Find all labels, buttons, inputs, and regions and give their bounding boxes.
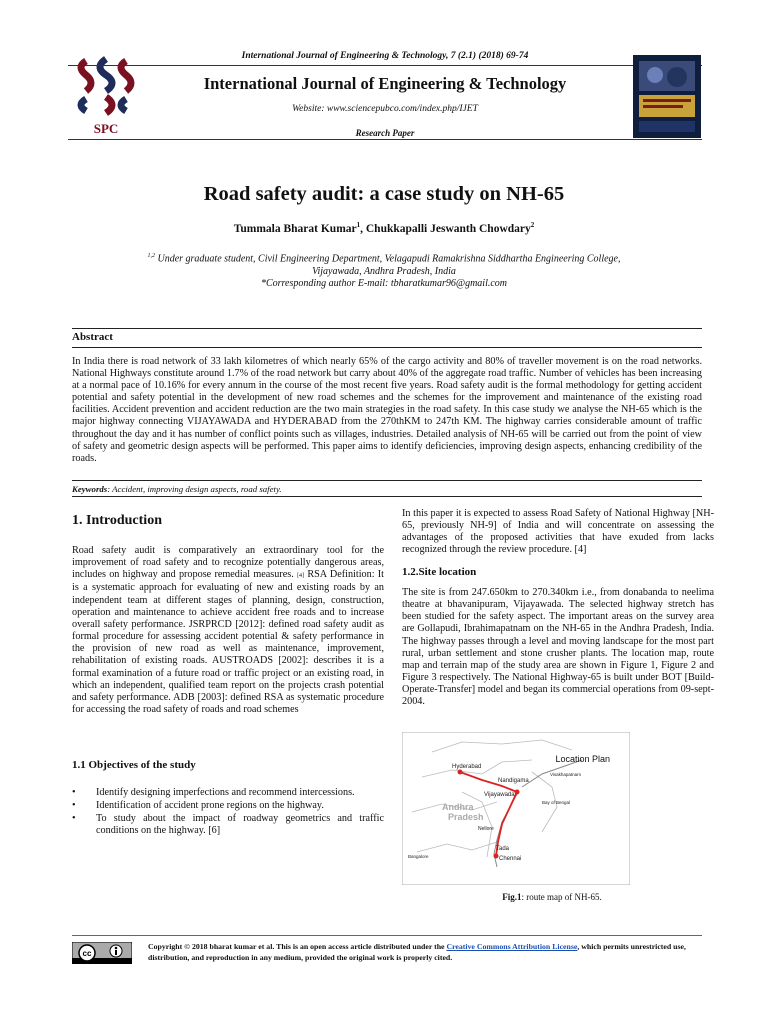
author-name: Tummala Bharat Kumar — [233, 222, 357, 235]
logo-text: SPC — [93, 121, 119, 136]
cc-by-license-badge[interactable] — [72, 942, 132, 964]
section-heading-introduction: 1. Introduction — [72, 513, 162, 528]
route-map-figure — [402, 732, 630, 885]
copyright-text: Copyright © 2018 bharat kumar et al. This is an open access article distributed under the — [148, 942, 447, 951]
map-label: Andhra — [442, 802, 474, 812]
section-heading-site-location: 1.2.Site location — [402, 566, 477, 578]
figure-caption — [402, 892, 702, 902]
header-rule — [68, 65, 702, 66]
list-item: • Identification of accident prone regions on the highway. — [72, 800, 384, 812]
journal-cover-image — [633, 55, 701, 138]
header-bottom-rule — [68, 139, 702, 140]
abstract-bottom-rule — [72, 480, 702, 481]
copyright-notice — [148, 942, 704, 963]
journal-website[interactable]: Website: www.sciencepubco.com/index.php/IJET — [292, 104, 478, 114]
copyright-text: , which permits unrestricted use, distribution, and reproduction in any medium, provided the original work is properly cited. — [148, 942, 686, 962]
map-label: Tada — [496, 846, 510, 852]
keywords-list: : Accident, improving design aspects, road safety. — [107, 484, 282, 494]
abstract-heading-rule — [72, 347, 702, 348]
figure-label: Fig.1 — [502, 892, 522, 902]
abstract-text: In India there is road network of 33 lakh kilometres of which nearly 65% of the cargo activity and 80% of traveller movement is on the road networks. National Highways constitute around 1.7% of the road network but carry about 40% of the aggregate road traffic. Number of vehicles has been increasing at a normal pace of 10.16% for every annum in the course of the most recent five years. Road safety audit is the formal methodology for getting accident potential and safety potential in the development of new road schemes and the schemes for the improvement and maintenance of the existing road facilities. Accident prevention and accident reduction are the two main strategies in the road safety. In this case study we analyse the NH-65 which is the major highway connecting VIJAYAWADA and HYDERABAD from the 270thKM to 247th KM. The highway carries considerable amount of traffic throughout the day and it has number of conflict points such as villages, industries. Detailed analysis of NH-65 will be carried out from the point of view of safety and geometric design aspects will be performed. This paper aims to identify deficiencies, improving design aspects, enhancing credibility of the roads. — [72, 356, 702, 464]
list-item: • Identify designing imperfections and recommend intercessions. — [72, 787, 384, 799]
citation: [4] — [297, 573, 305, 580]
map-label: Nandigama — [498, 778, 529, 784]
objectives-list — [72, 787, 384, 839]
paper-type: Research Paper — [355, 128, 415, 138]
journal-title: International Journal of Engineering & Technology — [203, 74, 567, 93]
author-separator: , — [360, 222, 366, 235]
affiliation — [80, 250, 688, 291]
right-intro-paragraph: In this paper it is expected to assess Road Safety of National Highway [NH-65, previously NH-9] of India and will concentrate on assessing the advantages of the proposed activities that have exuded from lacks recognized through the review procedure. [4] — [402, 508, 714, 556]
abstract-top-rule — [72, 328, 702, 329]
map-label: Hyderabad — [452, 764, 482, 770]
intro-paragraph: Road safety audit is comparatively an extraordinary tool for the improvement of road safety and to recognize potentially dangerous areas, includes on highway and propose remedial measures. — [72, 545, 384, 581]
corresponding-author: *Corresponding author E-mail: tbharatkumar96@gmail.com — [260, 278, 508, 290]
keywords-label: Keywords — [72, 484, 108, 494]
abstract-heading: Abstract — [72, 331, 113, 343]
intro-paragraph: RSA Definition: It is a systematic approach for evaluating of new and existing roads by an independent team at different stages of planning, design, construction, operation and maintenance to achieve accident free roads and to increase overall safety performance. JSRPRCD [2012]: defined road safety audit as formal procedure for assessing accident potential & safety performance in the provision of new road as well as maintenance, improvement, rehabilitation of existing roads. AUSTROADS [2002]: describes it is a formal examination of a future road or traffic project or an existing road, in which an independent, qualified team report on the projects crash potential and safety performance. ADB [2003]: defined RSA as systematic procedure for accessing the road safety of roads and road schemes — [72, 569, 385, 716]
map-label: Pradesh — [448, 812, 484, 822]
keywords — [72, 484, 282, 494]
map-label: Vijayawada — [484, 792, 515, 798]
license-link[interactable]: Creative Commons Attribution License — [446, 942, 578, 951]
site-location-text: The site is from 247.650km to 270.340km i.e., from donabanda to neelima theatre at bhavanipuram, Vijayawada. The selected highway stretch has been studied for the safety aspect. The important areas on the survey area are Gollapudi, Ibrahimapatnam on the NH-65 in the Andhra Pradesh, India. The highway passes through a level and moving landscape for the most part rural, urban settlement and stone crusher plants. The location map, route map and terrain map of the study area are shown in Figure 1, Figure 2 and Figure 3 respectively. The National Highway-65 is built under BOT [Build-Operate-Transfer] model and began its commercial operations from 09-sept-2004. — [402, 587, 714, 708]
journal-reference: International Journal of Engineering & Technology, 7 (2.1) (2018) 69-74 — [241, 51, 529, 61]
keywords-rule — [72, 496, 702, 497]
author-affil-marker: 2 — [530, 221, 535, 229]
map-label: Bangalore — [408, 854, 429, 859]
map-label: Bay of Bengal — [542, 800, 571, 805]
cc-text: cc — [82, 949, 92, 958]
affiliation-line: Vijayawada, Andhra Pradesh, India — [312, 265, 456, 277]
paper-title: Road safety audit: a case study on NH-65 — [203, 183, 565, 205]
intro-body — [72, 545, 384, 716]
author-name: Chukkapalli Jeswanth Chowdary — [365, 222, 531, 235]
figure-caption-text: : route map of NH-65. — [521, 892, 602, 902]
map-label: Visakhapatnam — [550, 772, 581, 777]
map-title: Location Plan — [555, 754, 610, 764]
list-item: • To study about the impact of roadway geometrics and traffic conditions on the highway. [6] — [72, 813, 384, 837]
affil-marker: 1,2 — [147, 253, 155, 259]
author-affil-marker: 1 — [356, 221, 361, 229]
map-label: Nellore — [478, 826, 494, 832]
author-list — [60, 221, 708, 235]
affiliation-line: Under graduate student, Civil Engineering Department, Velagapudi Ramakrishna Siddhartha Engineering College, — [154, 253, 621, 265]
section-heading-objectives: 1.1 Objectives of the study — [72, 759, 196, 771]
footer-rule — [72, 935, 702, 936]
map-label: Chennai — [499, 856, 522, 862]
